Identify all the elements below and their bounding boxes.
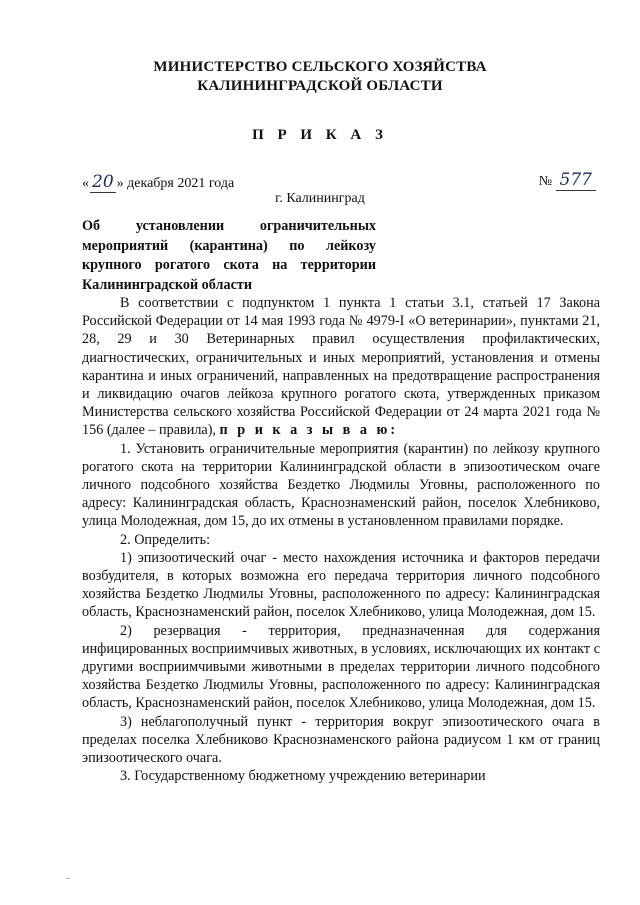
paragraph-2-3: 3) неблагополучный пункт - территория вокруг эпизоотического очага в пределах поселка Хлебниково Краснознаменского района радиусом 1 км от границ эпизоотического очага. — [82, 713, 600, 767]
date-number-row — [82, 168, 596, 192]
date-open-quote: « — [82, 176, 89, 191]
date-month-year: » декабря 2021 года — [116, 176, 235, 191]
order-date — [82, 172, 234, 193]
order-title: П Р И К А З — [252, 127, 388, 143]
scan-artifact — [66, 878, 70, 879]
order-body — [82, 294, 600, 785]
paragraph-2-2: 2) резервация - территория, предназначенная для содержания инфицированных восприимчивых животных, в условиях, исключающих их контакт с другими восприимчивыми животными в пределах территории личного подсобного хозяйства Бездетко Людмилы Уговны, расположенного по адресу: Калининградская область, Краснознаменский район, поселок Хлебниково, улица Молодежная, дом 15. — [82, 622, 600, 712]
handwritten-day: 20 — [92, 172, 114, 192]
number-label: № — [538, 174, 553, 189]
paragraph-1: 1. Установить ограничительные мероприятия (карантин) по лейкозу крупного рогатого скота на территории Калининградской области в эпизоотическом очаге личного подсобного хозяйства Бездетко Людмилы Уговны, расположенного по адресу: Калининградская область, Краснознаменский район, поселок Хлебниково, улица Молодежная, дом 15, до их отмены в установленном правилами порядке. — [82, 440, 600, 530]
preamble-text: В соответствии с подпунктом 1 пункта 1 статьи 3.1, статьей 17 Закона Российской Федерации от 14 мая 1993 года № 4979-I «О ветеринарии», пунктами 21, 28, 29 и 30 Ветеринарных правил осуществления профилактических, диагностических, ограничительных и иных мероприятий, установления и отмены карантина и иных ограничений, направленных на предотвращение распространения и ликвидацию очагов лейкоза крупного рогатого скота, утвержденных приказом Министерства сельского хозяйства Российской Федерации от 24 марта 2021 года № 156 (далее – правила), — [82, 295, 600, 439]
ministry-line-1: МИНИСТЕРСТВО СЕЛЬСКОГО ХОЗЯЙСТВА — [153, 59, 487, 75]
decree-word: п р и к а з ы в а ю: — [219, 422, 399, 439]
paragraph-3: 3. Государственному бюджетному учреждению ветеринарии — [120, 768, 486, 785]
order-subject: Об установлении ограничительных мероприятий (карантина) по лейкозу крупного рогатого скота на территории Калининградской области — [82, 218, 376, 293]
paragraph-2: 2. Определить: — [120, 531, 211, 548]
ministry-line-2: КАЛИНИНГРАДСКОЙ ОБЛАСТИ — [197, 78, 443, 94]
handwritten-number: 577 — [556, 170, 596, 191]
city-line: г. Калининград — [275, 191, 365, 206]
ministry-header — [0, 58, 640, 96]
paragraph-2-1: 1) эпизоотический очаг - место нахождения источника и факторов передачи возбудителя, в которых возможна его передача территория личного подсобного хозяйства Бездетко Людмилы Уговны, расположенного по адресу: Калининградская область, Краснознаменский район, поселок Хлебниково, улица Молодежная, дом 15. — [82, 549, 600, 621]
preamble-paragraph — [82, 294, 600, 440]
order-number — [539, 170, 596, 191]
